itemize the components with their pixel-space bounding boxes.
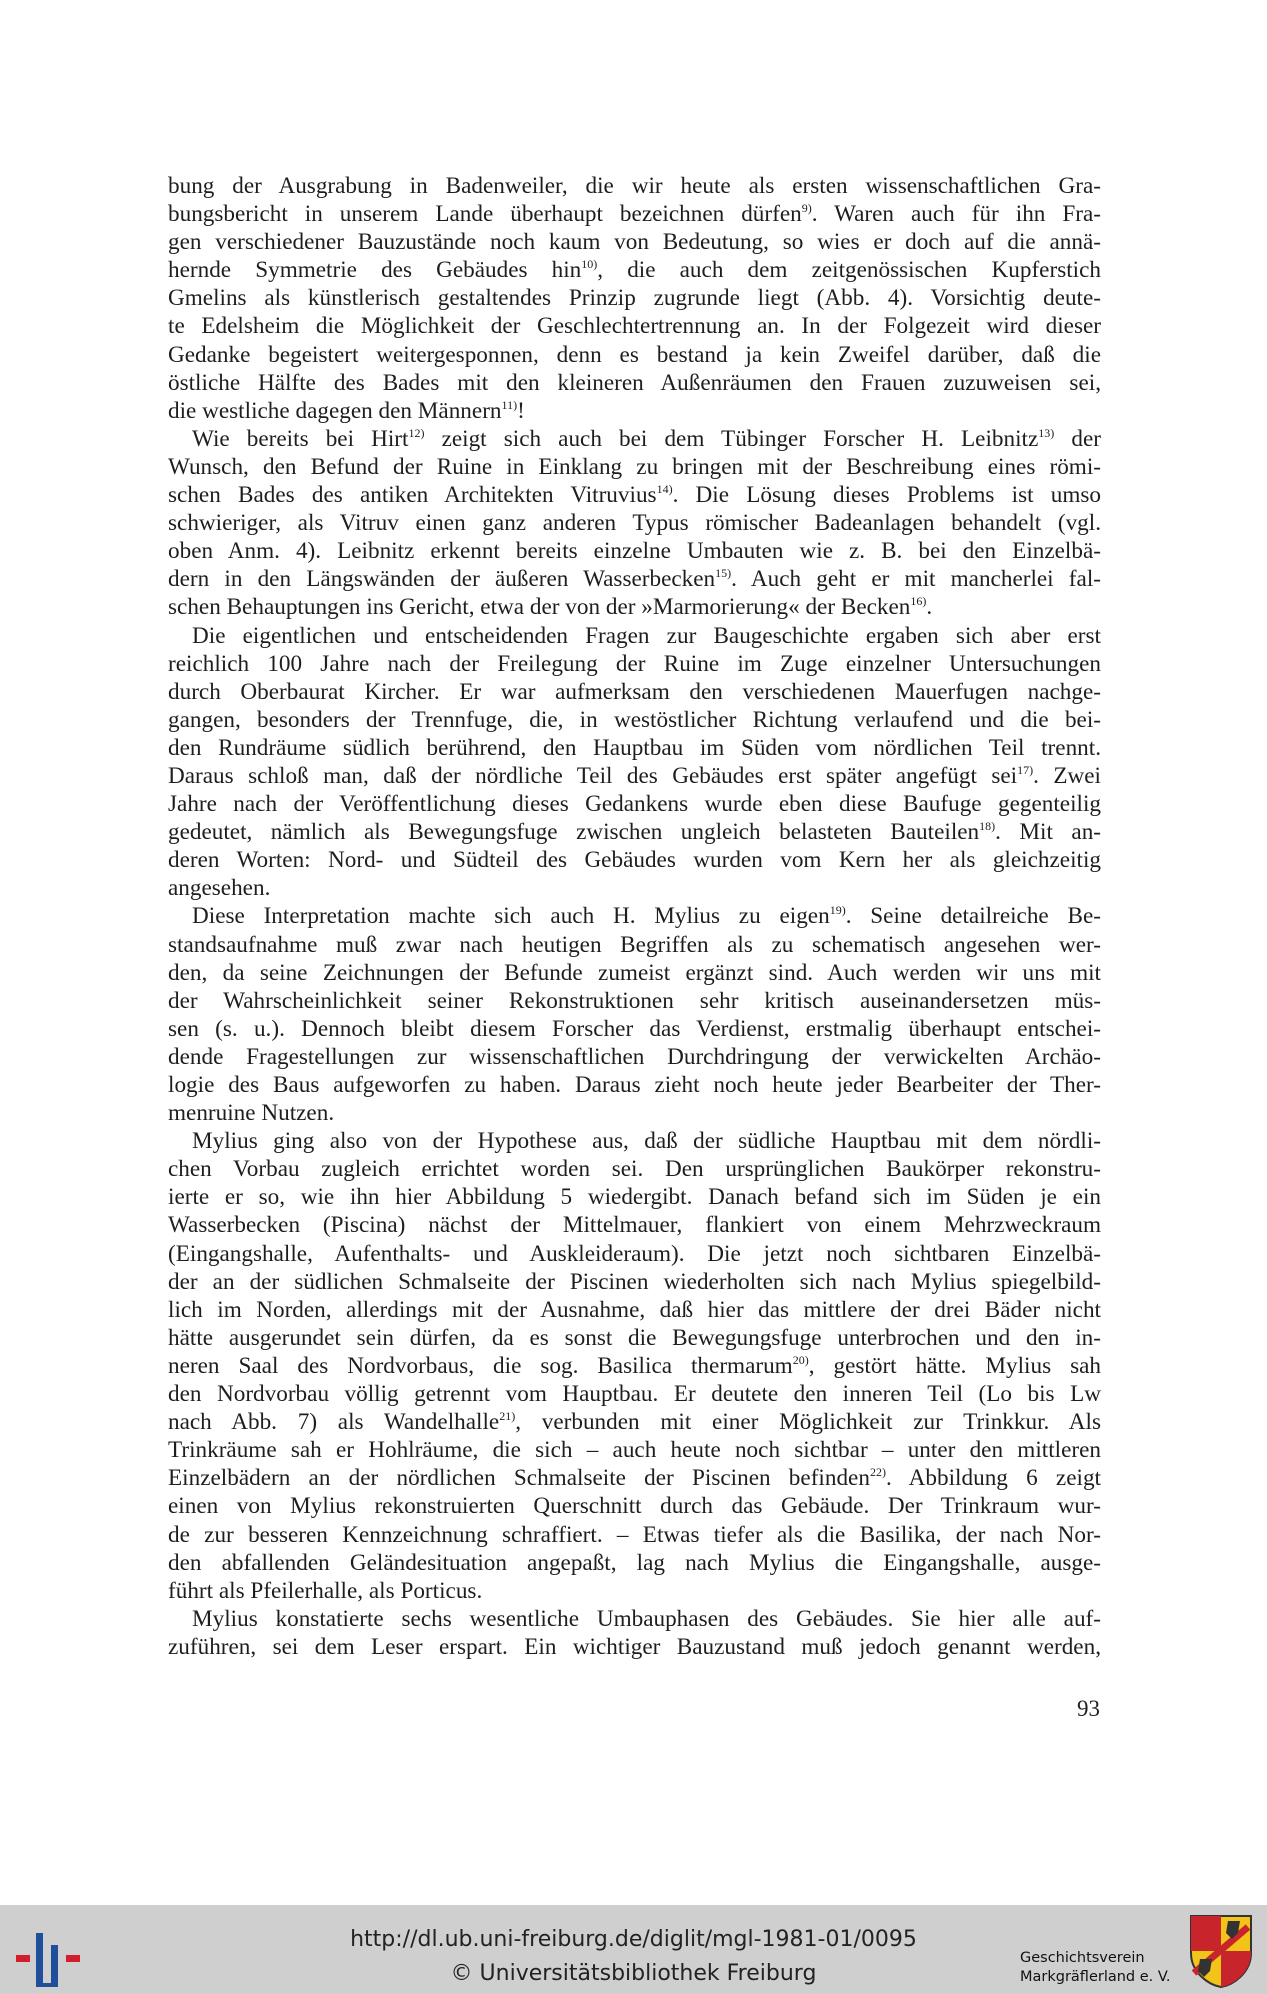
- line-text: oben Anm. 4). Leibnitz erkennt bereits einzelne Umbauten wie z. B. bei den Einzelbä-: [168, 538, 1101, 565]
- line-text: Mylius konstatierte sechs wesentliche Umbauphasen des Gebäudes. Sie hier alle auf-: [192, 1605, 1101, 1632]
- line-text: der: [1054, 425, 1101, 452]
- text-line: [168, 1127, 1101, 1155]
- line-text: menruine Nutzen.: [168, 1100, 335, 1127]
- text-line: [168, 1240, 1101, 1268]
- text-line: [168, 931, 1101, 959]
- footnote-ref: 15): [715, 566, 732, 581]
- line-text: sen (s. u.). Dennoch bleibt diesem Forscher das Verdienst, erstmalig überhaupt entschei-: [168, 1015, 1101, 1042]
- line-text: , verbunden mit einer Möglichkeit zur Trinkkur. Als: [515, 1409, 1101, 1436]
- line-text: Wie bereits bei Hirt: [192, 425, 409, 452]
- line-text: Die eigentlichen und entscheidenden Fragen zur Baugeschichte ergaben sich aber erst: [192, 622, 1101, 649]
- line-text: schen Behauptungen ins Gericht, etwa der von der »Marmorierung« der Becken: [168, 594, 911, 621]
- line-text: bung der Ausgrabung in Badenweiler, die wir heute als ersten wissenschaftlichen Gra-: [168, 173, 1101, 199]
- text-line: [168, 1296, 1101, 1324]
- text-line: [168, 1211, 1101, 1239]
- line-text: der Wahrscheinlichkeit seiner Rekonstruktionen sehr kritisch auseinandersetzen müs-: [168, 987, 1101, 1014]
- footnote-ref: 13): [1038, 425, 1055, 440]
- line-text: deren Worten: Nord- und Südteil des Gebäudes wurden vom Kern her als gleichzeitig: [168, 847, 1101, 874]
- text-line: [168, 256, 1101, 284]
- text-line: [168, 537, 1101, 565]
- footnote-ref: 12): [408, 425, 425, 440]
- line-text: . Abbildung 6 zeigt: [885, 1465, 1101, 1492]
- text-line: [168, 678, 1101, 706]
- line-text: ierte er so, wie ihn hier Abbildung 5 wiedergibt. Danach befand sich im Süden je ein: [168, 1184, 1101, 1211]
- footer-bar: [0, 1905, 1267, 1994]
- footnote-ref: 14): [656, 482, 673, 497]
- line-text: östliche Hälfte des Bades mit den kleineren Außenräumen den Frauen zuzuweisen sei,: [168, 369, 1101, 396]
- text-line: [168, 1605, 1101, 1633]
- text-line: [168, 565, 1101, 593]
- text-line: [168, 1183, 1101, 1211]
- society-name: [1020, 1949, 1171, 1987]
- footnote-ref: 20): [792, 1352, 809, 1367]
- line-text: Trinkräume sah er Hohlräume, die sich – auch heute noch sichtbar – unter den mittleren: [168, 1437, 1101, 1464]
- text-line: [168, 790, 1101, 818]
- line-text: Diese Interpretation machte sich auch H. Mylius zu eigen: [192, 903, 830, 930]
- text-line: [168, 1155, 1101, 1183]
- line-text: . Waren auch für ihn Fra-: [811, 201, 1102, 228]
- line-text: zeigt sich auch bei dem Tübinger Forscher H. Leibnitz: [424, 425, 1039, 452]
- text-line: [168, 509, 1101, 537]
- line-text: schen Bades des antiken Architekten Vitruvius: [168, 482, 657, 509]
- footnote-ref: 19): [829, 903, 846, 918]
- coat-of-arms-icon: [1188, 1913, 1254, 1989]
- text-line: [168, 1577, 1101, 1605]
- line-text: !: [517, 397, 525, 424]
- text-line: [168, 762, 1101, 790]
- line-text: gedeutet, nämlich als Bewegungsfuge zwischen ungleich belasteten Bauteilen: [168, 819, 980, 846]
- text-line: [168, 987, 1101, 1015]
- text-line: [168, 228, 1101, 256]
- line-text: dern in den Längswänden der äußeren Wasserbecken: [168, 566, 716, 593]
- footnote-ref: 16): [910, 594, 927, 609]
- text-line: [168, 1436, 1101, 1464]
- text-line: [168, 1071, 1101, 1099]
- text-line: [168, 1352, 1101, 1380]
- line-text: hätte ausgerundet sein dürfen, da es sonst die Bewegungsfuge unterbrochen und den in-: [168, 1324, 1101, 1351]
- line-text: reichlich 100 Jahre nach der Freilegung der Ruine im Zuge einzelner Untersuchungen: [168, 650, 1101, 677]
- text-line: [168, 734, 1101, 762]
- line-text: . Mit an-: [995, 819, 1102, 846]
- line-text: einen von Mylius rekonstruierten Querschnitt durch das Gebäude. Der Trinkraum wur-: [168, 1493, 1101, 1520]
- footnote-ref: 21): [499, 1409, 516, 1424]
- footnote-ref: 11): [501, 397, 518, 412]
- text-line: [168, 902, 1101, 930]
- text-line: [168, 846, 1101, 874]
- footnote-ref: 17): [1017, 762, 1034, 777]
- text-line: [168, 369, 1101, 397]
- text-line: [168, 1408, 1101, 1436]
- line-text: hernde Symmetrie des Gebäudes hin: [168, 257, 582, 284]
- line-text: .: [926, 594, 933, 621]
- line-text: schwieriger, als Vitruv einen ganz anderen Typus römischer Badeanlagen behandelt (vgl.: [168, 510, 1101, 537]
- society-name-line1: Geschichtsverein: [1020, 1950, 1145, 1966]
- line-text: den Nordvorbau völlig getrennt vom Hauptbau. Er deutete den inneren Teil (Lo bis Lw: [168, 1381, 1101, 1408]
- line-text: Wasserbecken (Piscina) nächst der Mittelmauer, flankiert von einem Mehrzweckraum: [168, 1212, 1101, 1239]
- line-text: logie des Baus aufgeworfen zu haben. Daraus zieht noch heute jeder Bearbeiter der Ther-: [168, 1072, 1101, 1098]
- text-line: [168, 481, 1101, 509]
- line-text: . Zwei: [1033, 762, 1101, 789]
- footnote-ref: 10): [581, 257, 598, 272]
- line-text: chen Vorbau zugleich errichtet worden sei. Den ursprünglichen Baukörper rekonstru-: [168, 1156, 1101, 1183]
- line-text: dende Fragestellungen zur wissenschaftlichen Durchdringung der verwickelten Archäo-: [168, 1043, 1101, 1070]
- line-text: . Die Lösung dieses Problems ist umso: [672, 482, 1101, 509]
- text-line: [168, 1015, 1101, 1043]
- line-text: Einzelbädern an der nördlichen Schmalseite der Piscinen befinden: [168, 1465, 870, 1492]
- footer-url[interactable]: http://dl.ub.uni-freiburg.de/diglit/mgl-1981-01/0095: [350, 1927, 917, 1952]
- text-line: [168, 650, 1101, 678]
- line-text: angesehen.: [168, 875, 271, 902]
- text-line: [168, 200, 1101, 228]
- line-text: te Edelsheim die Möglichkeit der Geschlechtertrennung an. In der Folgezeit wird dieser: [168, 313, 1101, 340]
- text-line: [168, 1099, 1101, 1127]
- society-name-line2: Markgräflerland e. V.: [1020, 1969, 1171, 1985]
- line-text: bungsbericht in unserem Lande überhaupt bezeichnen dürfen: [168, 201, 802, 228]
- text-line: [168, 959, 1101, 987]
- text-line: [168, 453, 1101, 481]
- line-text: durch Oberbaurat Kircher. Er war aufmerksam den verschiedenen Mauerfugen nachge-: [168, 678, 1101, 705]
- page-number: 93: [1077, 1696, 1100, 1721]
- line-text: zuführen, sei dem Leser erspart. Ein wichtiger Bauzustand muß jedoch genannt werden,: [168, 1633, 1101, 1660]
- text-line: [168, 172, 1101, 200]
- line-text: , gestört hätte. Mylius sah: [808, 1352, 1101, 1379]
- footnote-ref: 22): [869, 1465, 886, 1480]
- text-line: [168, 397, 1101, 425]
- text-line: [168, 312, 1101, 340]
- line-text: neren Saal des Nordvorbaus, die sog. Basilica thermarum: [168, 1352, 793, 1379]
- line-text: nach Abb. 7) als Wandelhalle: [168, 1409, 500, 1436]
- line-text: Wunsch, den Befund der Ruine in Einklang zu bringen mit der Beschreibung eines römi-: [168, 453, 1101, 480]
- text-line: [168, 1521, 1101, 1549]
- line-text: lich im Norden, allerdings mit der Ausnahme, daß hier das mittlere der drei Bäder nicht: [168, 1296, 1101, 1323]
- line-text: Daraus schloß man, daß der nördliche Teil des Gebäudes erst später angefügt sei: [168, 762, 1018, 789]
- line-text: den, da seine Zeichnungen der Befunde zumeist ergänzt sind. Auch werden wir uns mit: [168, 959, 1101, 986]
- line-text: . Seine detailreiche Be-: [845, 903, 1101, 930]
- text-line: [168, 818, 1101, 846]
- line-text: gangen, besonders der Trennfuge, die, in westöstlicher Richtung verlaufend und die bei-: [168, 706, 1101, 733]
- text-line: [168, 1492, 1101, 1520]
- line-text: gen verschiedener Bauzustände noch kaum von Bedeutung, so wies er doch auf die annä-: [168, 229, 1101, 256]
- line-text: Mylius ging also von der Hypothese aus, daß der südliche Hauptbau mit dem nördli-: [192, 1128, 1101, 1155]
- text-line: [168, 425, 1101, 453]
- line-text: Gmelins als künstlerisch gestaltendes Prinzip zugrunde liegt (Abb. 4). Vorsichtig deute-: [168, 285, 1101, 312]
- text-line: [168, 284, 1101, 312]
- line-text: de zur besseren Kennzeichnung schraffiert. – Etwas tiefer als die Basilika, der nach Nor-: [168, 1521, 1101, 1548]
- text-line: [168, 706, 1101, 734]
- text-line: [168, 1549, 1101, 1577]
- line-text: führt als Pfeilerhalle, als Porticus.: [168, 1577, 483, 1604]
- line-text: der an der südlichen Schmalseite der Piscinen wiederholten sich nach Mylius spiegelbild-: [168, 1268, 1101, 1295]
- text-line: [168, 1464, 1101, 1492]
- footnote-ref: 18): [979, 819, 996, 834]
- text-line: [168, 1633, 1101, 1661]
- text-line: [168, 874, 1101, 902]
- line-text: die westliche dagegen den Männern: [168, 397, 502, 424]
- text-line: [168, 622, 1101, 650]
- line-text: den Rundräume südlich berührend, den Hauptbau im Süden vom nördlichen Teil trennt.: [168, 734, 1101, 761]
- footnote-ref: 9): [801, 201, 812, 216]
- line-text: Gedanke begeistert weitergesponnen, denn es bestand ja kein Zweifel darüber, daß die: [168, 341, 1101, 368]
- line-text: den abfallenden Geländesituation angepaßt, lag nach Mylius die Eingangshalle, ausge-: [168, 1549, 1101, 1576]
- text-line: [168, 1324, 1101, 1352]
- body-text: [168, 172, 1101, 1661]
- text-line: [168, 341, 1101, 369]
- line-text: Jahre nach der Veröffentlichung dieses Gedankens wurde eben diese Baufuge gegenteilig: [168, 791, 1101, 818]
- line-text: . Auch geht er mit mancherlei fal-: [731, 566, 1101, 593]
- text-line: [168, 593, 1101, 621]
- text-line: [168, 1380, 1101, 1408]
- line-text: standsaufnahme muß zwar nach heutigen Begriffen als zu schematisch angesehen wer-: [168, 931, 1101, 958]
- line-text: , die auch dem zeitgenössischen Kupferstich: [597, 257, 1101, 284]
- text-line: [168, 1268, 1101, 1296]
- footer-copyright: © Universitätsbibliothek Freiburg: [450, 1961, 817, 1986]
- text-line: [168, 1043, 1101, 1071]
- line-text: (Eingangshalle, Aufenthalts- und Auskleideraum). Die jetzt noch sichtbaren Einzelbä-: [168, 1240, 1101, 1267]
